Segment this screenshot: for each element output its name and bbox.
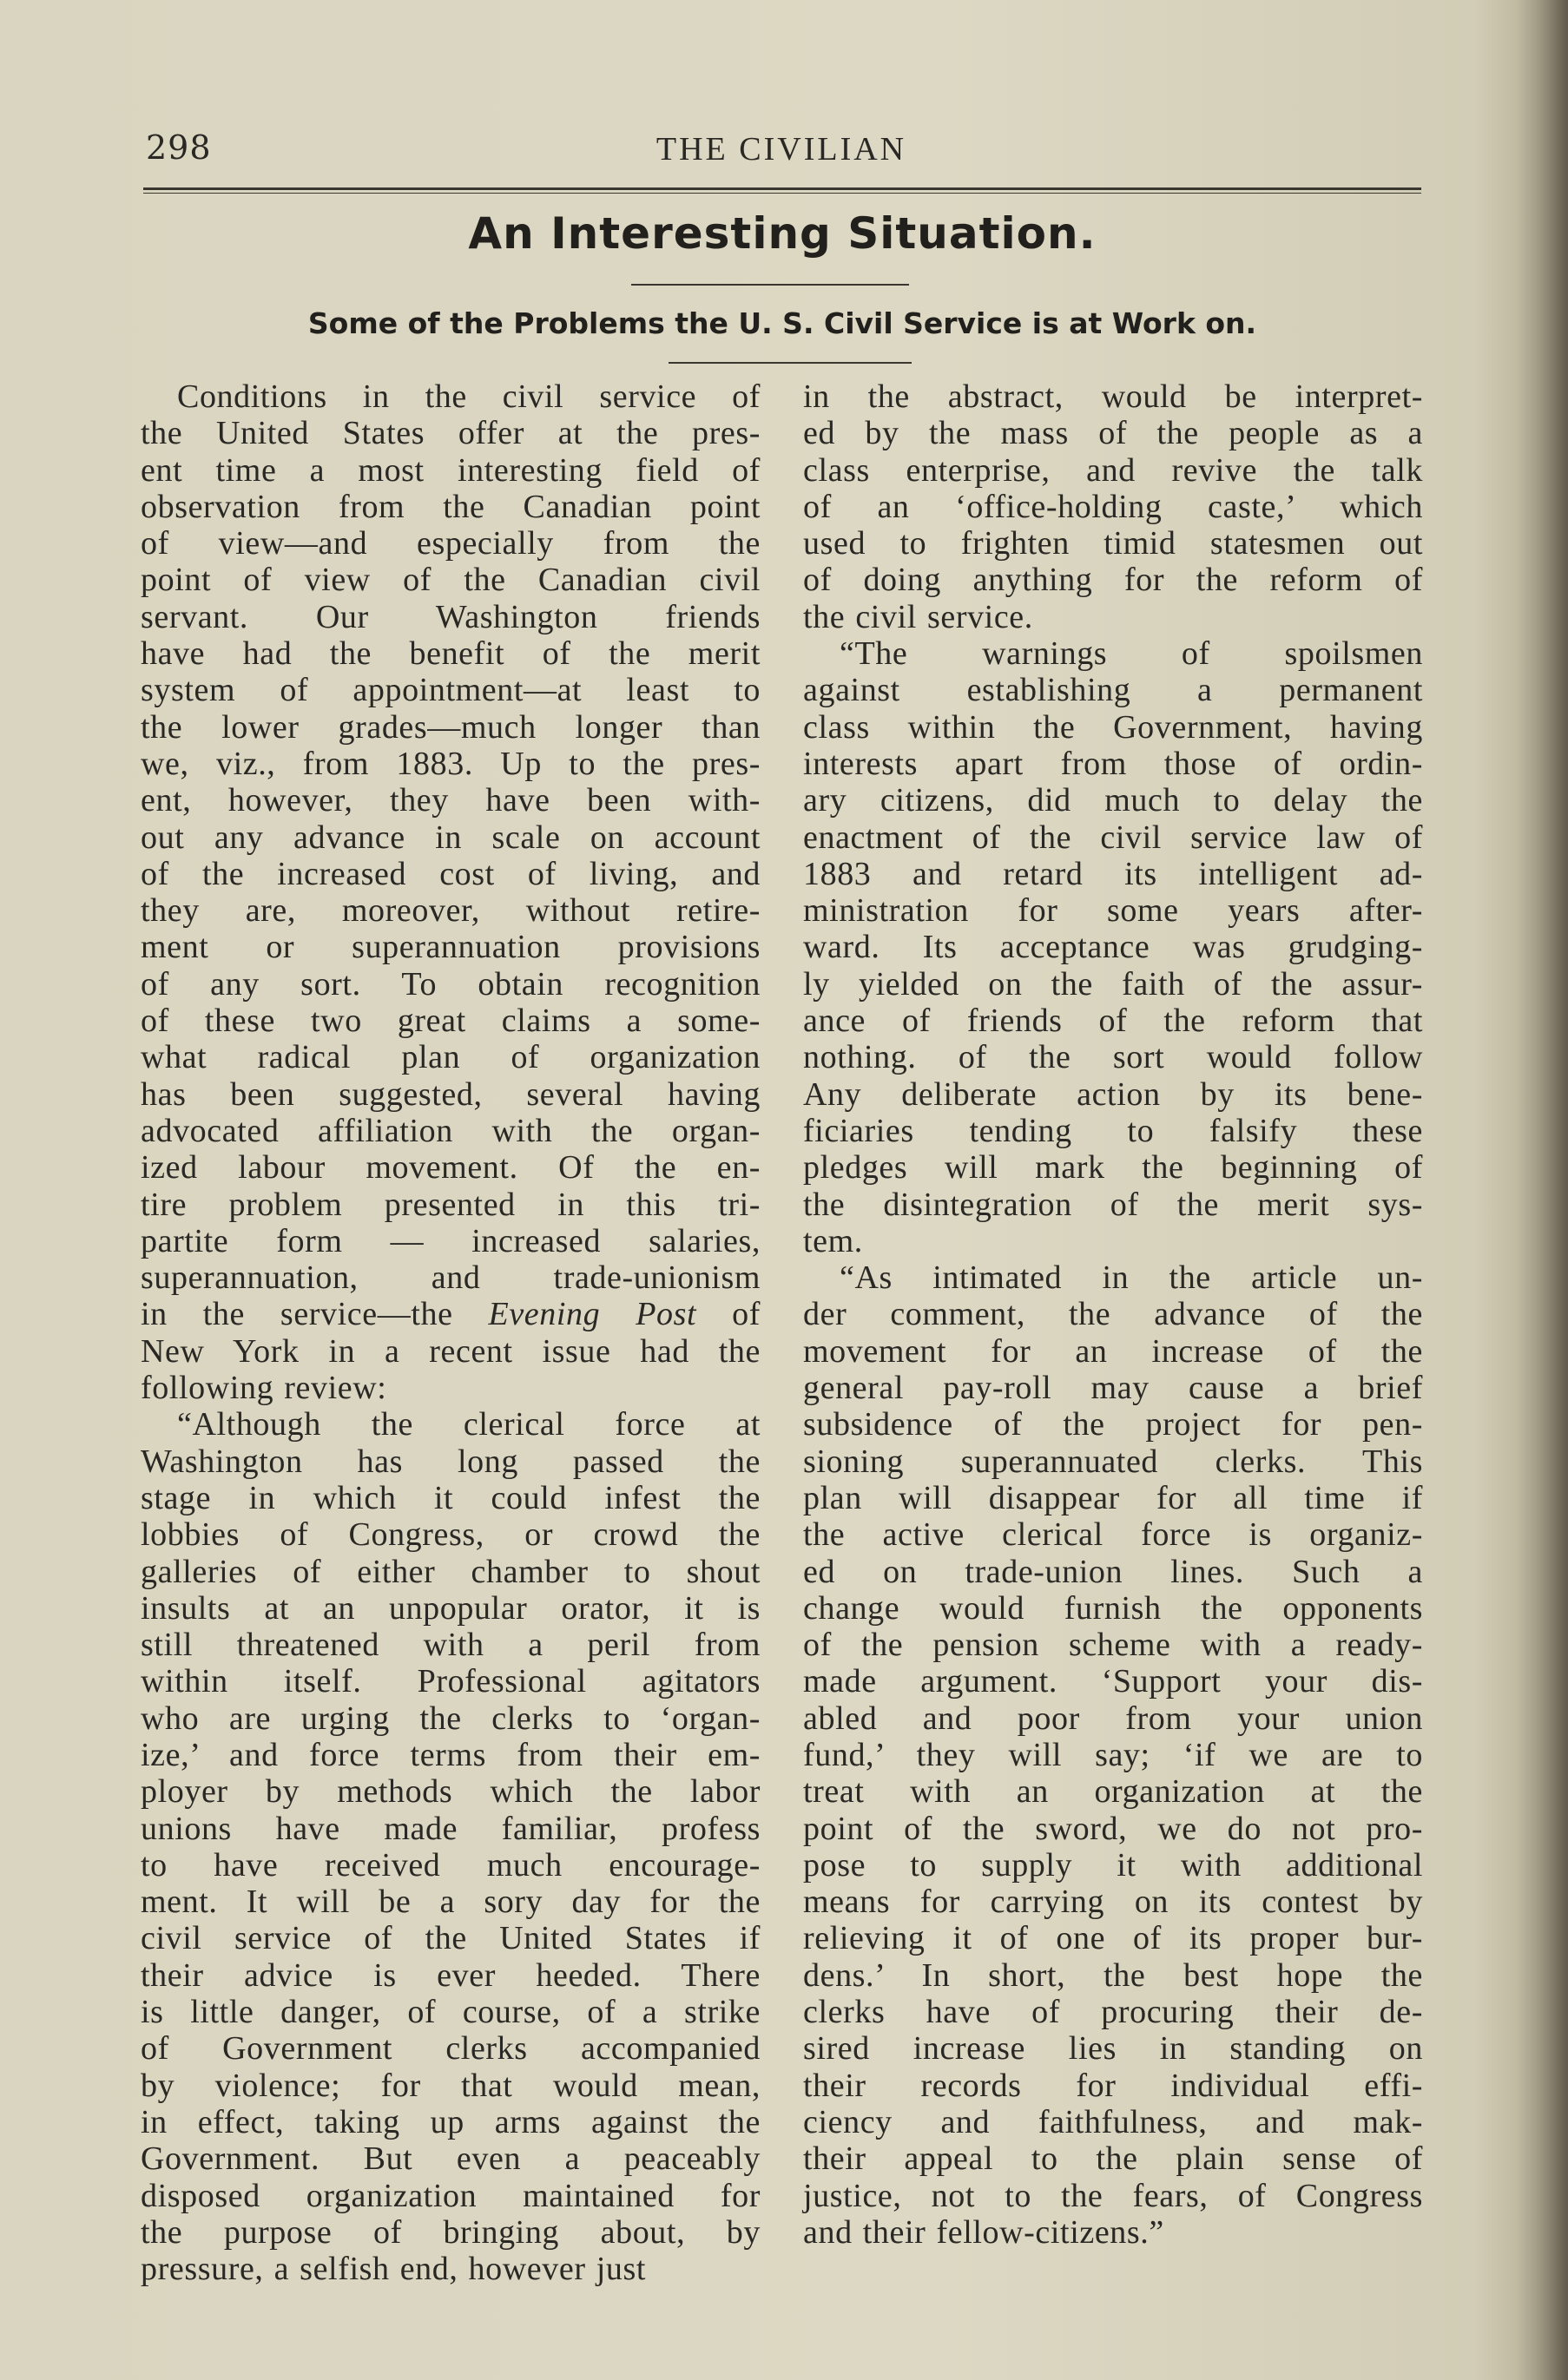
text-line: ployer by methods which the labor <box>141 1773 761 1811</box>
text-line: observation from the Canadian point <box>141 488 761 525</box>
text-line: within itself. Professional agitators <box>141 1663 761 1700</box>
newspaper-name: Evening Post <box>488 1296 697 1333</box>
paragraph <box>141 1406 761 2287</box>
text-line: the purpose of bringing about, by <box>141 2213 761 2251</box>
text-line: means for carrying on its contest by <box>803 1884 1423 1921</box>
paragraph <box>803 635 1423 1259</box>
text-line: has been suggested, several having <box>141 1075 761 1113</box>
text-line: ficiaries tending to falsify these <box>803 1112 1423 1149</box>
text-line: the lower grades—much longer than <box>141 708 761 746</box>
text-line: and their fellow-citizens.” <box>803 2213 1164 2251</box>
text-line: point of the sword, we do not pro- <box>803 1810 1423 1847</box>
text-line: used to frighten timid statesmen out <box>803 525 1423 562</box>
text-line: nothing. of the sort would follow <box>803 1039 1423 1076</box>
text-line: they are, moreover, without retire- <box>141 892 761 930</box>
text-line: their records for individual effi- <box>803 2067 1423 2104</box>
text-line: civil service of the United States if <box>141 1920 761 1957</box>
text-line: of the increased cost of living, and <box>141 855 761 892</box>
text-line: against establishing a permanent <box>803 672 1423 709</box>
text-line: is little danger, of course, of a strike <box>141 1994 761 2031</box>
text-line: in the abstract, would be interpret- <box>803 378 1423 415</box>
text-line: tem. <box>803 1222 863 1259</box>
text-line: insults at an unpopular orator, it is <box>141 1589 761 1627</box>
text-line: we, viz., from 1883. Up to the pres- <box>141 745 761 782</box>
page-number: 298 <box>146 128 212 167</box>
text-line: clerks have of procuring their de- <box>803 1994 1423 2031</box>
text-line: subsidence of the project for pen- <box>803 1406 1423 1443</box>
text-line: Conditions in the civil service of <box>177 378 761 415</box>
text-line: system of appointment—at least to <box>141 672 761 709</box>
text-line: ly yielded on the faith of the assur- <box>803 965 1423 1003</box>
text-line: “Although the clerical force at <box>177 1406 761 1443</box>
paragraph <box>803 378 1423 635</box>
paragraph <box>803 1259 1423 2251</box>
text-line: treat with an organization at the <box>803 1773 1423 1811</box>
text-line: lobbies of Congress, or crowd the <box>141 1516 761 1554</box>
left-column <box>141 378 761 2287</box>
text-line: justice, not to the fears, of Congress <box>803 2177 1423 2214</box>
text-line: servant. Our Washington friends <box>141 598 761 635</box>
article-title: An Interesting Situation. <box>468 208 1097 259</box>
text-line: following review: <box>141 1370 387 1407</box>
running-title: THE CIVILIAN <box>656 131 907 168</box>
text-line: ary citizens, did much to delay the <box>803 782 1423 819</box>
text-line: sired increase lies in standing on <box>803 2030 1423 2068</box>
text-line: of any sort. To obtain recognition <box>141 965 761 1003</box>
text-line: made argument. ‘Support your dis- <box>803 1663 1423 1700</box>
text-line: superannuation, and trade-unionism <box>141 1259 761 1297</box>
text-line: ment. It will be a sory day for the <box>141 1884 761 1921</box>
text-line: of doing anything for the reform of <box>803 562 1423 599</box>
text-line: stage in which it could infest the <box>141 1479 761 1516</box>
text-line: relieving it of one of its proper bur- <box>803 1920 1423 1957</box>
text-line: ed by the mass of the people as a <box>803 415 1423 452</box>
subtitle-divider <box>669 362 912 364</box>
text-line: ent, however, they have been with- <box>141 782 761 819</box>
text-line: of view—and especially from the <box>141 525 761 562</box>
book-spine-shadow <box>1516 0 1568 2380</box>
text-line: class within the Government, having <box>803 708 1423 746</box>
paragraph <box>141 378 761 1406</box>
text-line: ize,’ and force terms from their em- <box>141 1736 761 1773</box>
text-line: unions have made familiar, profess <box>141 1810 761 1847</box>
title-divider <box>631 284 909 286</box>
text-line: the United States offer at the pres- <box>141 415 761 452</box>
text-line: Washington has long passed the <box>141 1443 761 1480</box>
text-line: partite form — increased salaries, <box>141 1222 761 1259</box>
text-line: movement for an increase of the <box>803 1332 1423 1370</box>
text-line: the civil service. <box>803 598 1033 635</box>
text-line: ed on trade-union lines. Such a <box>803 1553 1423 1590</box>
text-line: general pay-roll may cause a brief <box>803 1370 1423 1407</box>
text-line: Government. But even a peaceably <box>141 2140 761 2178</box>
text-line: of these two great claims a some- <box>141 1003 761 1040</box>
text-line: ance of friends of the reform that <box>803 1003 1423 1040</box>
right-column <box>803 378 1423 2251</box>
text-line: enactment of the civil service law of <box>803 819 1423 856</box>
text-line: of Government clerks accompanied <box>141 2030 761 2068</box>
text-line: pressure, a selfish end, however just <box>141 2251 646 2288</box>
text-line: their appeal to the plain sense of <box>803 2140 1423 2178</box>
text-line: in the service—the Evening Post of <box>141 1296 761 1333</box>
text-line: advocated affiliation with the organ- <box>141 1112 761 1149</box>
text-line: of the pension scheme with a ready- <box>803 1627 1423 1664</box>
article-subtitle: Some of the Problems the U. S. Civil Service is at Work on. <box>307 306 1257 340</box>
text-line: ciency and faithfulness, and mak- <box>803 2103 1423 2140</box>
text-line: der comment, the advance of the <box>803 1296 1423 1333</box>
text-line: dens.’ In short, the best hope the <box>803 1956 1423 1994</box>
text-line: disposed organization maintained for <box>141 2177 761 2214</box>
text-line: change would furnish the opponents <box>803 1589 1423 1627</box>
text-line: ized labour movement. Of the en- <box>141 1149 761 1187</box>
text-line: still threatened with a peril from <box>141 1627 761 1664</box>
page-header <box>143 128 1420 181</box>
text-line: tire problem presented in this tri- <box>141 1186 761 1223</box>
text-line: New York in a recent issue had the <box>141 1332 761 1370</box>
text-line: pledges will mark the beginning of <box>803 1149 1423 1187</box>
text-line: 1883 and retard its intelligent ad- <box>803 855 1423 892</box>
text-line: plan will disappear for all time if <box>803 1479 1423 1516</box>
text-line: the active clerical force is organiz- <box>803 1516 1423 1554</box>
text-line: have had the benefit of the merit <box>141 635 761 673</box>
text-line: in effect, taking up arms against the <box>141 2103 761 2140</box>
text-line: class enterprise, and revive the talk <box>803 451 1423 489</box>
text-line: their advice is ever heeded. There <box>141 1956 761 1994</box>
text-line: ward. Its acceptance was grudging- <box>803 929 1423 966</box>
text-line: to have received much encourage- <box>141 1846 761 1884</box>
text-line: ment or superannuation provisions <box>141 929 761 966</box>
text-line: the disintegration of the merit sys- <box>803 1186 1423 1223</box>
text-line: “As intimated in the article un- <box>840 1259 1423 1297</box>
text-line: point of view of the Canadian civil <box>141 562 761 599</box>
text-line: sioning superannuated clerks. This <box>803 1443 1423 1480</box>
text-line: “The warnings of spoilsmen <box>840 635 1423 673</box>
text-line: pose to supply it with additional <box>803 1846 1423 1884</box>
text-line: ent time a most interesting field of <box>141 451 761 489</box>
text-line: abled and poor from your union <box>803 1700 1423 1737</box>
text-line: who are urging the clerks to ‘organ- <box>141 1700 761 1737</box>
header-rule <box>143 187 1421 194</box>
text-line: of an ‘office-holding caste,’ which <box>803 488 1423 525</box>
text-line: Any deliberate action by its bene- <box>803 1075 1423 1113</box>
text-line: ministration for some years after- <box>803 892 1423 930</box>
text-line: fund,’ they will say; ‘if we are to <box>803 1736 1423 1773</box>
text-line: interests apart from those of ordin- <box>803 745 1423 782</box>
text-line: what radical plan of organization <box>141 1039 761 1076</box>
text-line: galleries of either chamber to shout <box>141 1553 761 1590</box>
text-line: out any advance in scale on account <box>141 819 761 856</box>
text-line: by violence; for that would mean, <box>141 2067 761 2104</box>
